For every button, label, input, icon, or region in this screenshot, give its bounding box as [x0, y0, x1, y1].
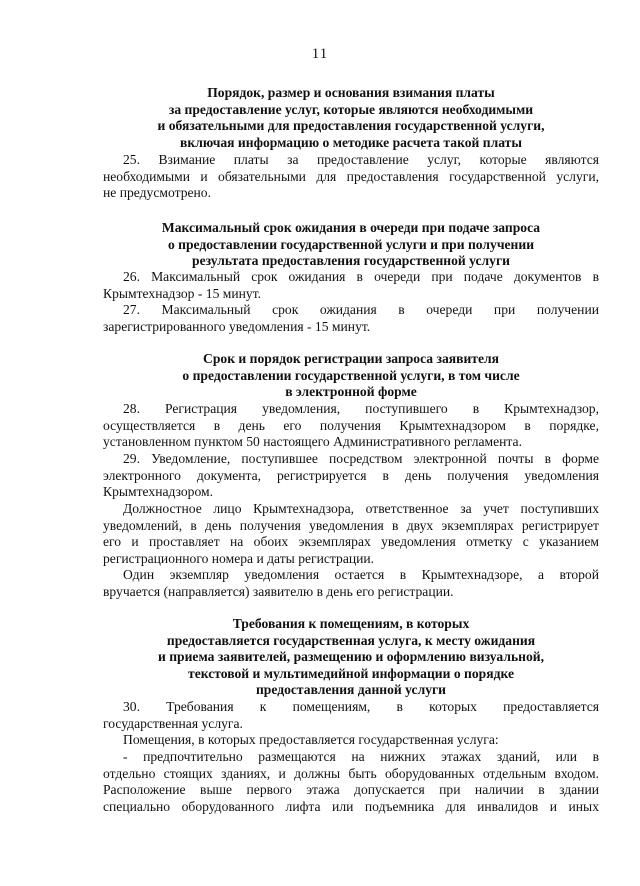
heading-line: Порядок, размер и основания взимания платы [207, 85, 495, 100]
heading-line: Срок и порядок регистрации запроса заявителя [203, 351, 499, 366]
paragraph-29-official [103, 501, 599, 567]
paragraph-line: Должностное лицо Крымтехнадзора, ответственное за учет поступивших [123, 501, 599, 516]
section-heading-premises [103, 616, 599, 699]
paragraph-line: уведомлений, в день получения уведомления в двух экземплярах регистрирует [103, 517, 599, 533]
heading-line: включая информацию о методике расчета такой платы [180, 134, 522, 150]
paragraph-29 [103, 451, 599, 501]
paragraph-line: осуществляется в день его получения Крымтехнадзором в порядке, [103, 417, 599, 433]
paragraph-line: 30. Требования к помещениям, в которых предоставляется [123, 699, 599, 714]
paragraph-line: Помещения, в которых предоставляется государственная услуга: [123, 732, 499, 747]
paragraph-line: Крымтехнадзором. [103, 484, 214, 500]
paragraph-line: зарегистрированного уведомления - 15 минут. [103, 318, 371, 334]
paragraph-line: 28. Регистрация уведомления, поступившего в Крымтехнадзор, [123, 401, 599, 416]
paragraph-line: его и проставляет на обоих экземплярах уведомления отметку с указанием [103, 534, 599, 550]
heading-line: и приема заявителей, размещению и оформлению визуальной, [157, 649, 545, 665]
paragraph-26 [103, 269, 599, 302]
heading-line: текстовой и мультимедийной информации о порядке [188, 665, 514, 681]
heading-line: о предоставлении государственной услуги, в том числе [182, 367, 520, 383]
paragraph-line: регистрационного номера и даты регистрации. [103, 550, 375, 566]
paragraph-line: - предпочтительно размещаются на нижних этажах зданий, или в [123, 749, 599, 764]
paragraph-line: электронного документа, регистрируется в день получения уведомления [103, 467, 599, 483]
paragraph-30-list-item [103, 749, 599, 815]
paragraph-30 [103, 699, 599, 732]
section-heading-registration [103, 351, 599, 401]
heading-line: Требования к помещениям, в которых [232, 616, 470, 631]
paragraph-line: отдельно стоящих зданиях, и должны быть оборудованных отдельным входом. [103, 765, 599, 781]
heading-line: за предоставление услуг, которые являются необходимыми [168, 101, 534, 117]
paragraph-line: 29. Уведомление, поступившее посредством электронной почты в форме [123, 451, 599, 466]
heading-line: Максимальный срок ожидания в очереди при подаче запроса [161, 220, 541, 235]
paragraph-line: 27. Максимальный срок ожидания в очереди при получении [123, 302, 599, 317]
paragraph-line: государственная услуга. [103, 715, 243, 731]
heading-line: в электронной форме [285, 384, 417, 400]
heading-line: предоставления данной услуги [255, 682, 447, 698]
paragraph-line: необходимыми и обязательными для предоставления государственной услуги, [103, 168, 599, 184]
paragraph-28 [103, 401, 599, 451]
heading-line: и обязательными для предоставления государственной услуги, [157, 118, 545, 134]
section-heading-fees [103, 85, 599, 151]
paragraph-30-premises [103, 732, 599, 749]
paragraph-line: Расположение выше первого этажа допускается при наличии в здании [103, 782, 599, 798]
paragraph-line: Крымтехнадзор - 15 минут. [103, 285, 262, 301]
paragraph-line: Один экземпляр уведомления остается в Крымтехнадзоре, а второй [123, 567, 599, 582]
paragraph-25 [103, 152, 599, 202]
section-heading-queue-time [103, 220, 599, 270]
heading-line: предоставляется государственная услуга, к месту ожидания [166, 632, 536, 648]
heading-line: о предоставлении государственной услуги и при получении [167, 236, 535, 252]
paragraph-line: 25. Взимание платы за предоставление услуг, которые являются [123, 152, 599, 167]
page-number: 11 [311, 46, 329, 62]
paragraph-27 [103, 302, 599, 335]
paragraph-line: установленном пунктом 50 настоящего Административного регламента. [103, 434, 522, 450]
paragraph-29-copy [103, 567, 599, 600]
paragraph-line: 26. Максимальный срок ожидания в очереди при подаче документов в [123, 269, 599, 284]
paragraph-line: не предусмотрено. [103, 185, 212, 201]
heading-line: результата предоставления государственной услуги [192, 253, 510, 269]
paragraph-line: вручается (направляется) заявителю в день его регистрации. [103, 583, 454, 599]
paragraph-line: специально оборудованного лифта или подъемника для инвалидов и иных [103, 798, 599, 814]
